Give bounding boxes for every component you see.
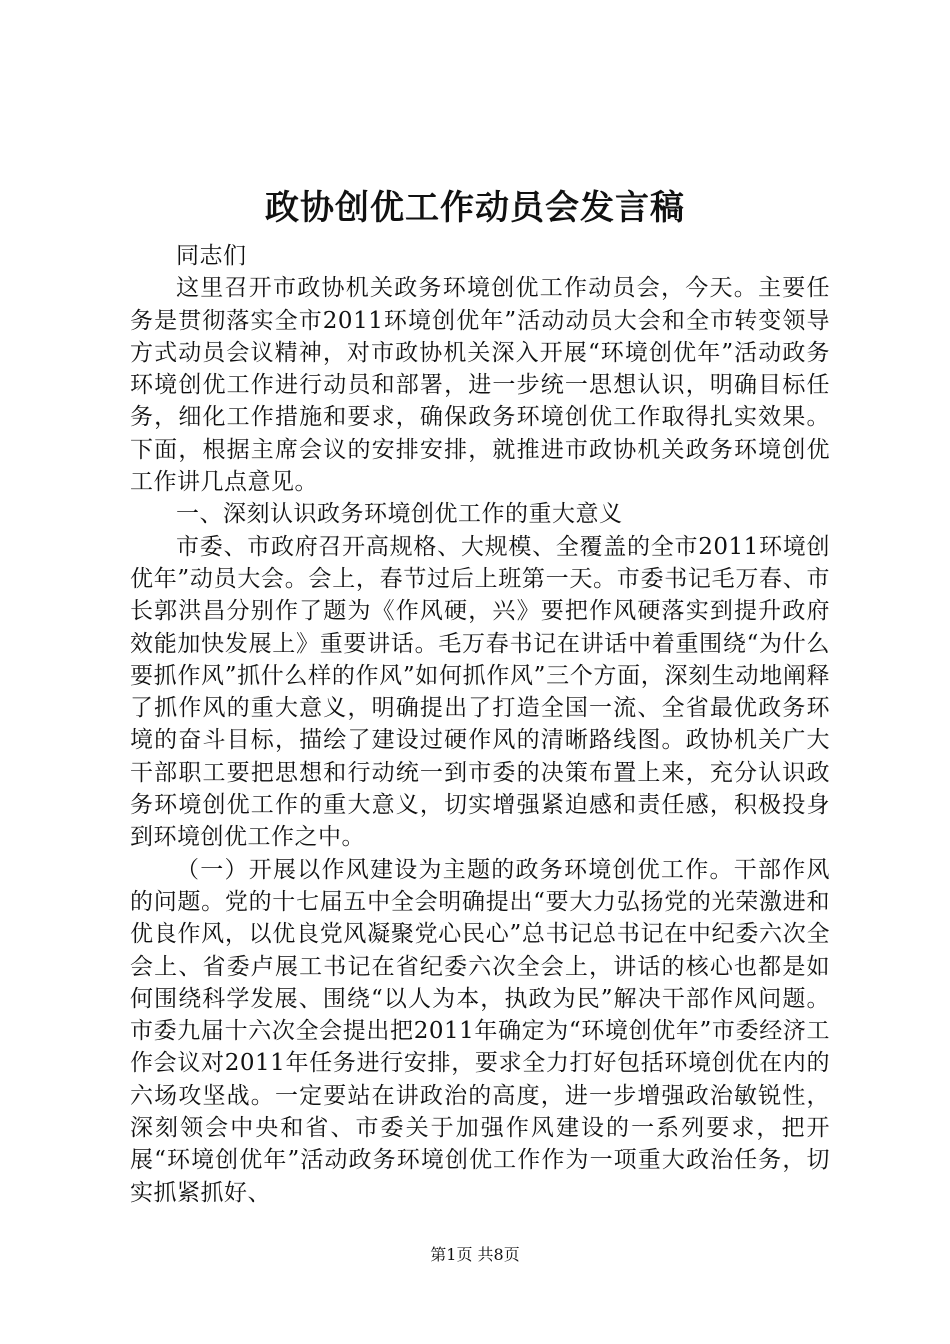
page-footer: 第1页 共8页	[430, 1245, 520, 1264]
document-title: 政协创优工作动员会发言稿	[265, 188, 685, 228]
paragraph-subsection-1: （一）开展以作风建设为主题的政务环境创优工作。干部作风的问题。党的十七届五中全会明确提出“要大力弘扬党的光荣激进和优良作风，以优良党风凝聚党心民心”总书记总书记在中纪委六次全会上、省委卢展工书记在省纪委六次全会上，讲话的核心也都是如何围绕科学发展、围绕“以人为本，执政为民”解决干部作风问题。市委九届十六次全会提出把2011年确定为“环境创优年”市委经济工作会议对2011年任务进行安排，要求全力打好包括环境创优在内的六场攻坚战。一定要站在讲政治的高度，进一步增强政治敏锐性，深刻领会中央和省、市委关于加强作风建设的一系列要求，把开展“环境创优年”活动政务环境创优工作作为一项重大政治任务，切实抓紧抓好、	[130, 856, 830, 1206]
paragraph-section-1: 市委、市政府召开高规格、大规模、全覆盖的全市2011环境创优年”动员大会。会上，春节过后上班第一天。市委书记毛万春、市长郭洪昌分别作了题为《作风硬，兴》要把作风硬落实到提升政府效能加快发展上》重要讲话。毛万春书记在讲话中着重围绕“为什么要抓作风”抓什么样的作风”如何抓作风”三个方面，深刻生动地阐释了抓作风的重大意义，明确提出了打造全国一流、全省最优政务环境的奋斗目标，描绘了建设过硬作风的清晰路线图。政协机关广大干部职工要把思想和行动统一到市委的决策布置上来，充分认识政务环境创优工作的重大意义，切实增强紧迫感和责任感，积极投身到环境创优工作之中。	[130, 533, 830, 851]
paragraph-intro: 这里召开市政协机关政务环境创优工作动员会，今天。主要任务是贯彻落实全市2011环境创优年”活动动员大会和全市转变领导方式动员会议精神，对市政协机关深入开展“环境创优年”活动政务环境创优工作进行动员和部署，进一步统一思想认识，明确目标任务，细化工作措施和要求，确保政务环境创优工作取得扎实效果。下面，根据主席会议的安排安排，就推进市政协机关政务环境创优工作讲几点意见。	[130, 275, 830, 496]
document-body	[130, 240, 830, 1209]
salutation: 同志们	[176, 243, 247, 269]
section-heading: 一、深刻认识政务环境创优工作的重大意义	[176, 501, 623, 528]
